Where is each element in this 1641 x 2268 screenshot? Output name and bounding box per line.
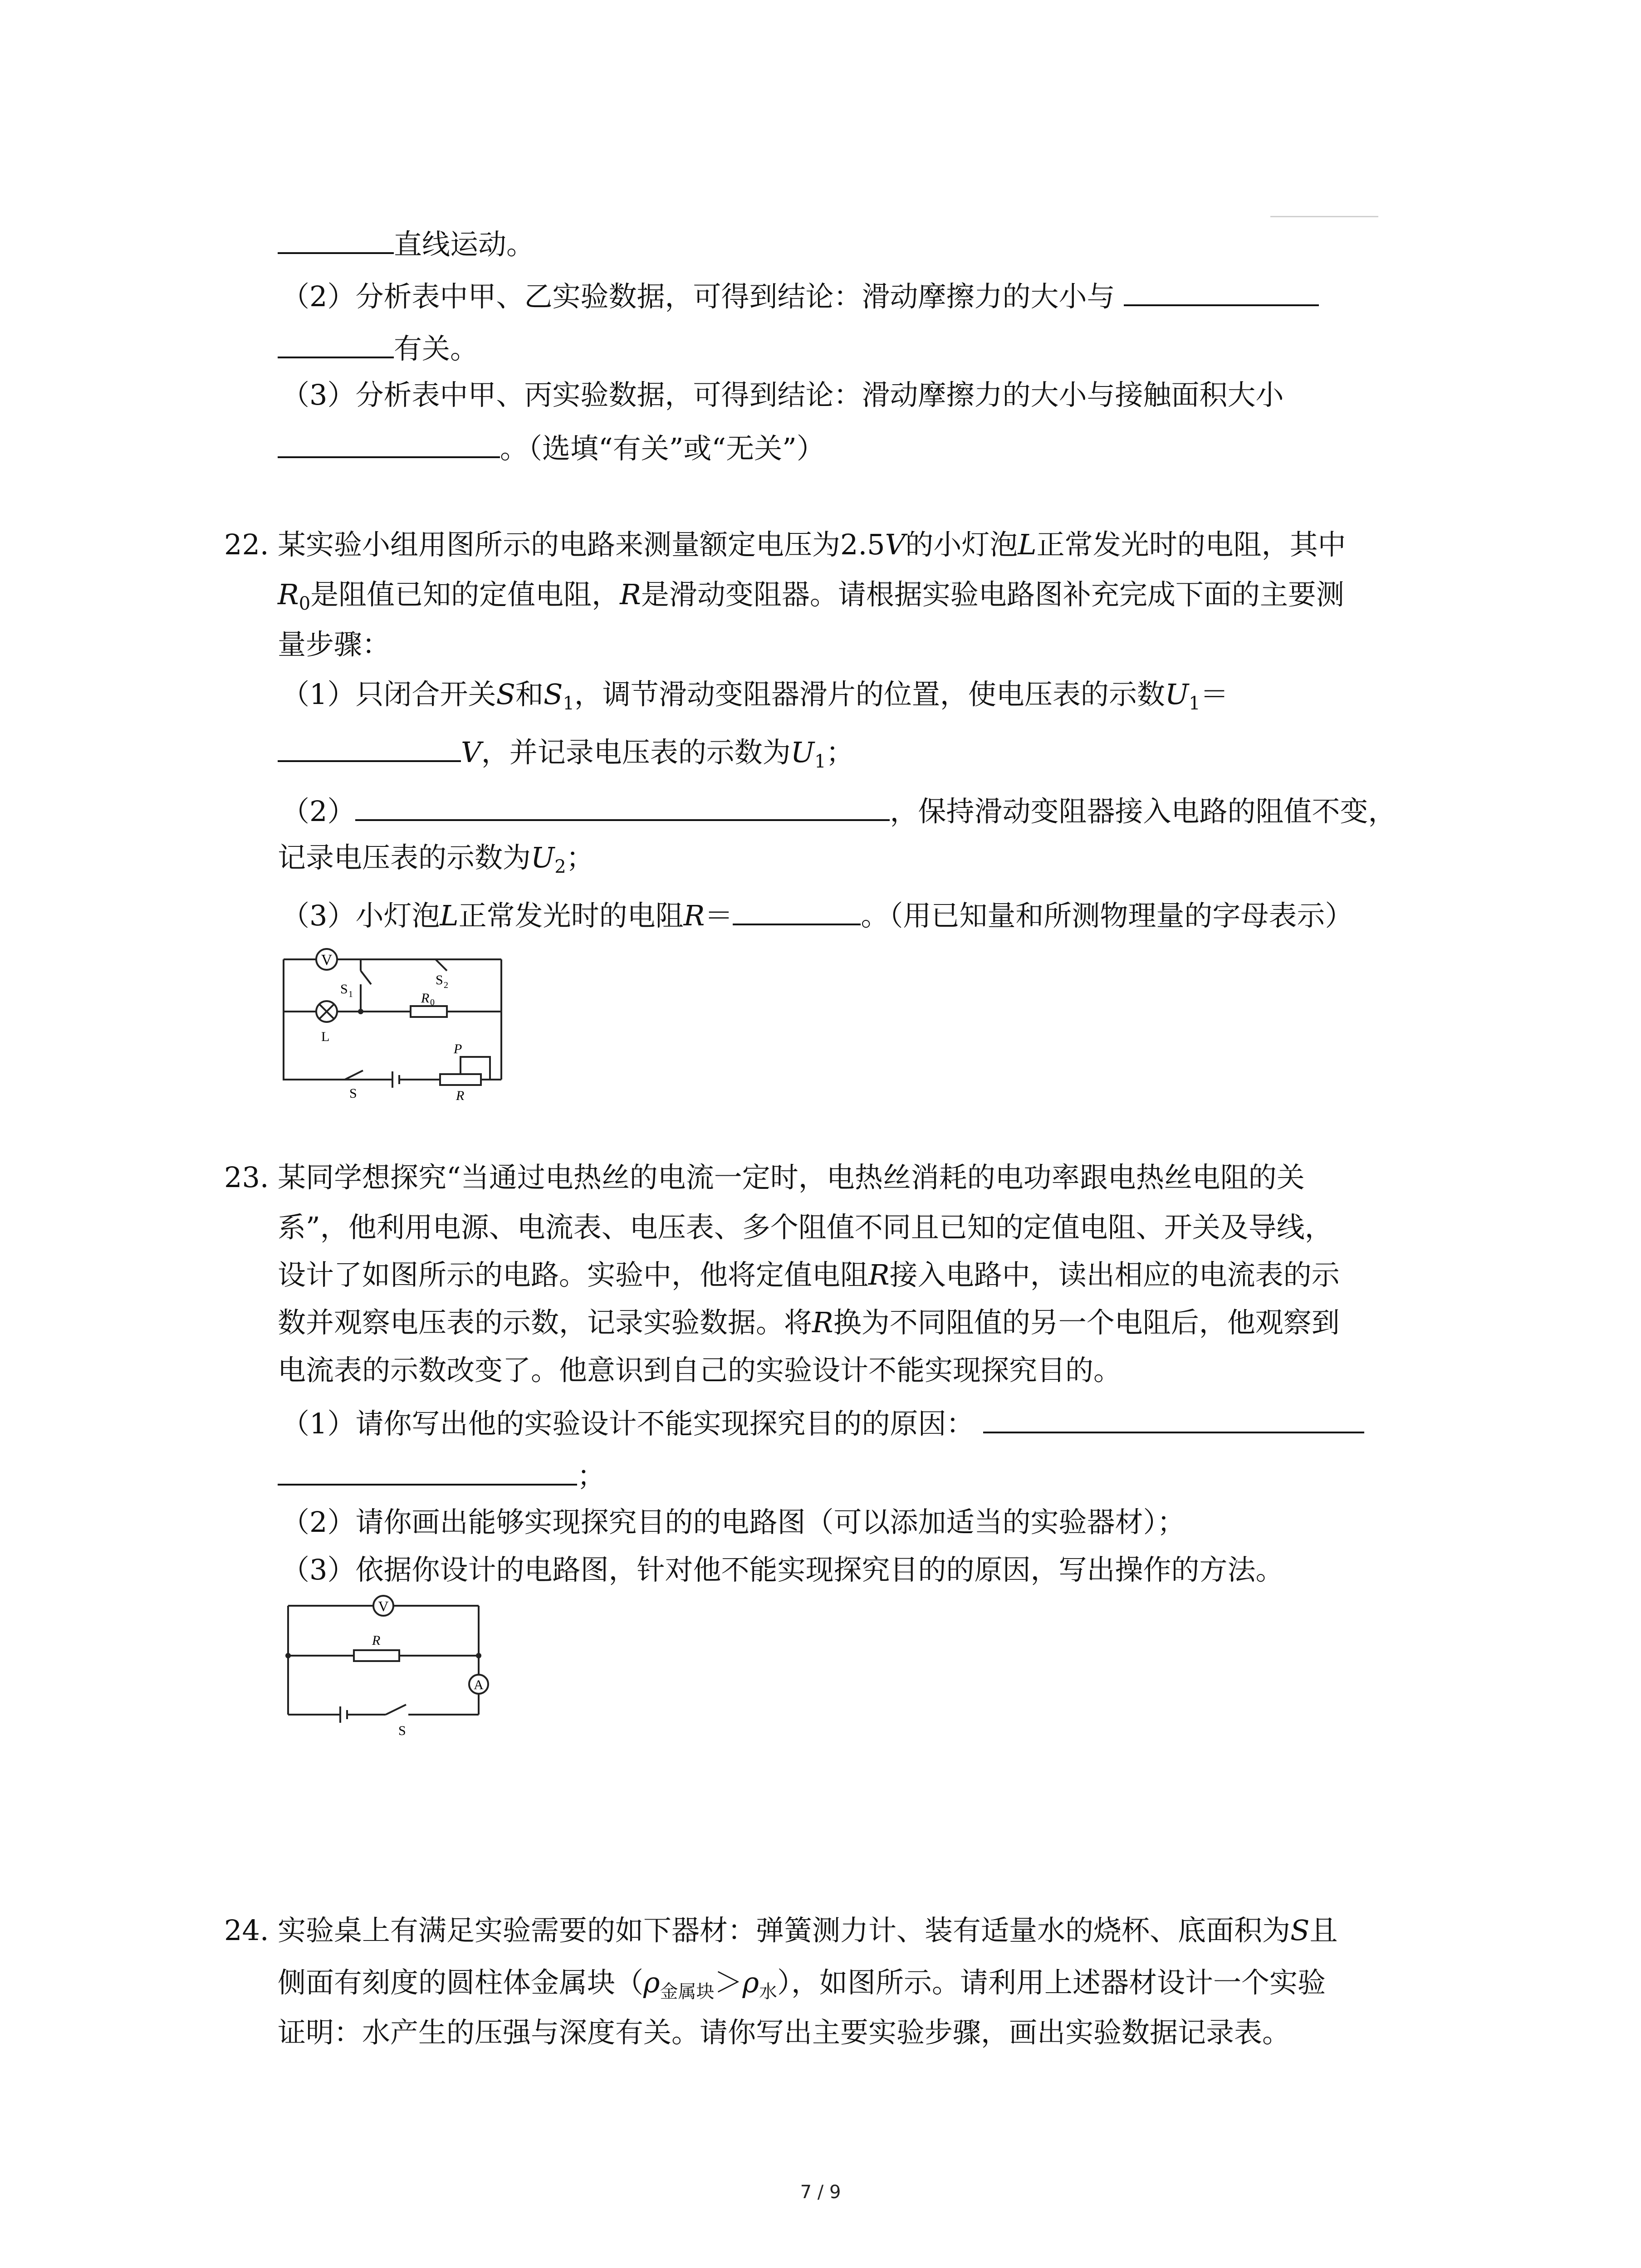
- resistor-r-icon: [354, 1650, 399, 1661]
- circuit-wire: [284, 959, 392, 1080]
- answer-blank[interactable]: [278, 331, 394, 358]
- switch-s2-label: S: [436, 973, 443, 987]
- q23-step3: （3）依据你设计的电路图，针对他不能实现探究目的的原因，写出操作的方法。: [281, 1553, 1284, 1586]
- answer-blank[interactable]: [1124, 279, 1319, 306]
- q23-line4: 数并观察电压表的示数，记录实验数据。将R换为不同阻值的另一个电阻后，他观察到: [278, 1306, 1340, 1339]
- switch-s2-blade: [436, 959, 447, 971]
- q21-line0: 直线运动。: [278, 227, 534, 259]
- voltmeter-label: V: [321, 952, 333, 968]
- q21-step2: （2）分析表中甲、乙实验数据，可得到结论：滑动摩擦力的大小与: [281, 279, 1319, 311]
- switch-s-label: S: [349, 1086, 357, 1101]
- q23-line2: 系”，他利用电源、电流表、电压表、多个阻值不同且已知的定值电阻、开关及导线，: [278, 1211, 1333, 1244]
- q21-step3: （3）分析表中甲、丙实验数据，可得到结论：滑动摩擦力的大小与接触面积大小: [281, 378, 1284, 411]
- scan-mark: [1270, 216, 1378, 217]
- slider-label: P: [454, 1041, 462, 1056]
- q23-line1: 23. 某同学想探究“当通过电热丝的电流一定时，电热丝消耗的电功率跟电热丝电阻的关: [224, 1161, 1305, 1194]
- q22-step2: （2） ，保持滑动变阻器接入电路的阻值不变，: [281, 795, 1396, 828]
- q22-line2: $R_0$是阻值已知的定值电阻，R是滑动变阻器。请根据实验电路图补充完成下面的主要测: [278, 578, 1344, 614]
- answer-blank[interactable]: [983, 1406, 1364, 1433]
- switch-s1-label: S: [340, 982, 348, 997]
- r0-label: R: [421, 991, 430, 1006]
- q23-circuit-diagram: [277, 1588, 495, 1742]
- q22-step1-tail: V，并记录电压表的示数为$U_1$；: [278, 735, 854, 771]
- junction-dot: [358, 1009, 363, 1014]
- junction-dot: [476, 1653, 481, 1658]
- q23-step2: （2）请你画出能够实现探究目的的电路图（可以添加适当的实验器材）；: [281, 1505, 1185, 1539]
- q23-step1: （1）请你写出他的实验设计不能实现探究目的的原因：: [281, 1406, 1364, 1438]
- q22-line1: 22. 某实验小组用图所示的电路来测量额定电压为2.5V的小灯泡L正常发光时的电阻，其中: [224, 528, 1346, 561]
- q22-step3: （3）小灯泡L正常发光时的电阻R＝ 。（用已知量和所测物理量的字母表示）: [281, 899, 1353, 932]
- switch-s2-sub: 2: [444, 980, 448, 990]
- voltmeter-label: V: [378, 1598, 389, 1614]
- rheostat-label: R: [456, 1088, 465, 1103]
- resistor-r0-icon: [411, 1006, 447, 1017]
- q23-step1-tail: ；: [278, 1458, 605, 1490]
- switch-s-blade: [386, 1705, 406, 1715]
- q22-step1: （1）只闭合开关S和$S_1$，调节滑动变阻器滑片的位置，使电压表的示数$U_1=$: [281, 678, 1229, 714]
- page-number: 7 / 9: [800, 2182, 841, 2203]
- q21-step3-tail: 。（选填“有关”或“无关”）: [278, 431, 825, 463]
- q24-line3: 证明：水产生的压强与深度有关。请你写出主要实验步骤，画出实验数据记录表。: [278, 2016, 1291, 2049]
- ammeter-label: A: [474, 1677, 484, 1692]
- answer-blank[interactable]: [355, 794, 890, 821]
- switch-s1-sub: 1: [348, 989, 353, 999]
- switch-label: S: [398, 1723, 406, 1738]
- q24-line2: 侧面有刻度的圆柱体金属块$(\rho_{金属块}>\rho_水)$，如图所示。请利用上述器材设计一个实验: [278, 1966, 1326, 2002]
- answer-blank[interactable]: [278, 227, 394, 254]
- q23-line5: 电流表的示数改变了。他意识到自己的实验设计不能实现探究目的。: [278, 1354, 1122, 1387]
- slider-p: [460, 1057, 490, 1080]
- question-number: 22.: [224, 528, 269, 561]
- answer-blank[interactable]: [278, 1458, 577, 1486]
- answer-blank[interactable]: [278, 735, 461, 762]
- switch-s-blade: [345, 1070, 363, 1080]
- lamp-label: L: [321, 1029, 330, 1044]
- question-number: 24.: [224, 1914, 269, 1947]
- question-number: 23.: [224, 1161, 269, 1194]
- r0-sub: 0: [430, 997, 435, 1007]
- rheostat-r-icon: [440, 1074, 481, 1085]
- answer-blank[interactable]: [733, 898, 861, 925]
- junction-dot: [285, 1653, 291, 1658]
- q23-line3: 设计了如图所示的电路。实验中，他将定值电阻R接入电路中，读出相应的电流表的示: [278, 1258, 1340, 1291]
- switch-s1-blade: [361, 971, 371, 984]
- resistor-label: R: [372, 1633, 381, 1648]
- q24-line1: 24. 实验桌上有满足实验需要的如下器材：弹簧测力计、装有适量水的烧杯、底面积为S且: [224, 1914, 1338, 1947]
- q22-step2-tail: 记录电压表的示数为$U_2$；: [278, 841, 594, 877]
- q22-circuit-diagram: [272, 939, 508, 1107]
- answer-blank[interactable]: [278, 431, 500, 458]
- q22-line3: 量步骤：: [278, 628, 391, 661]
- q21-step2-tail: 有关。: [278, 331, 478, 363]
